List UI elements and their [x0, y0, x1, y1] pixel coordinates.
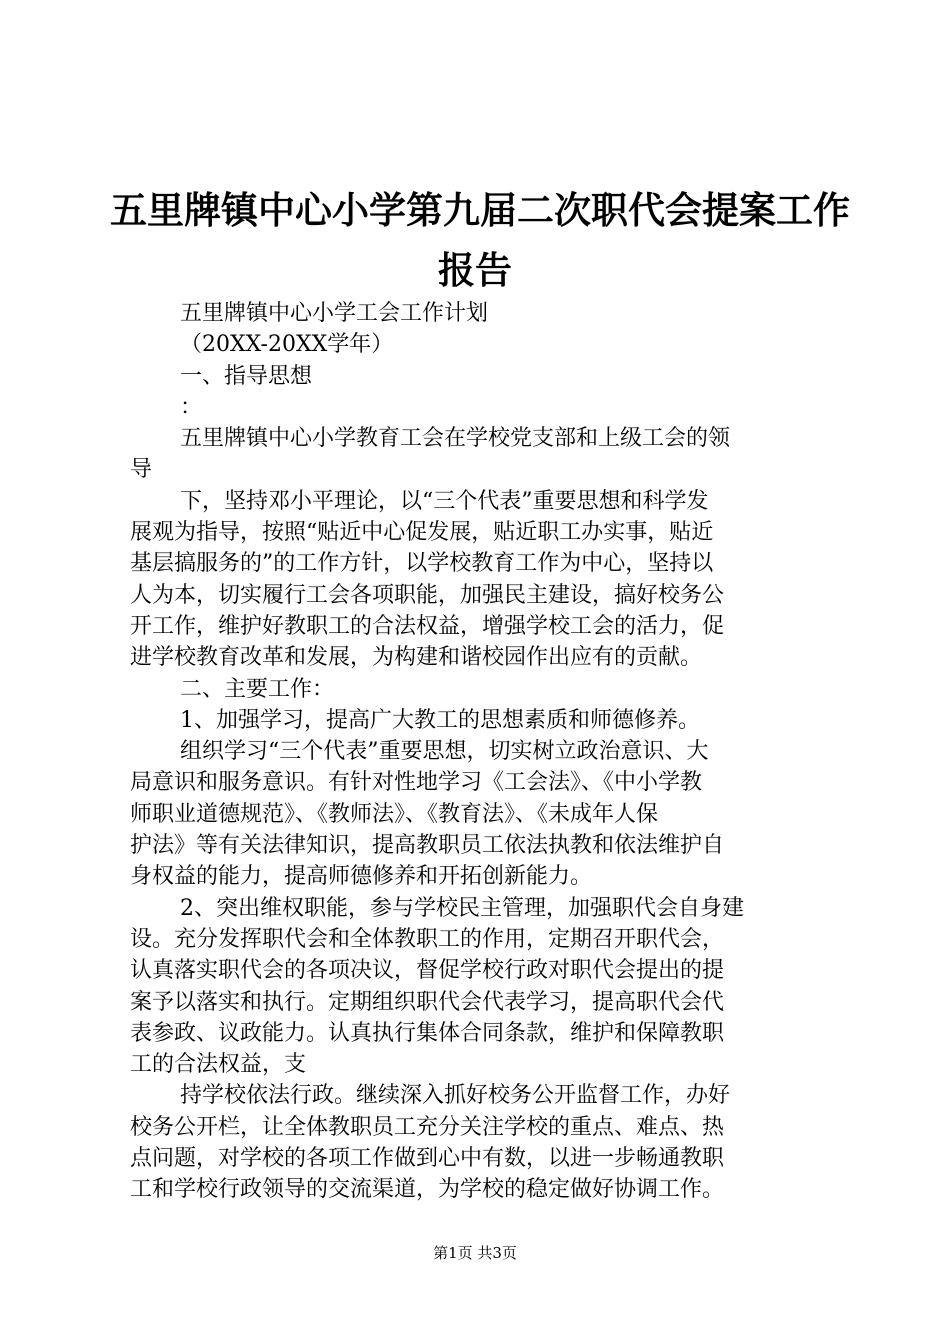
text-line: 身权益的能力，提高师德修养和开拓创新能力。: [130, 864, 593, 890]
text-line: 师职业道德规范》、《教师法》、《教育法》、《未成年人保: [130, 801, 659, 827]
document-title-line-2: 报告: [438, 249, 512, 292]
text-line: 局意识和服务意识。有针对性地学习《工会法》、《中小学教: [130, 770, 703, 796]
page-footer: 第1页 共3页: [433, 1244, 517, 1262]
text-line: 人为本，切实履行工会各项职能，加强民主建设，搞好校务公: [130, 582, 725, 608]
text-line: 组织学习“三个代表”重要思想，切实树立政治意识、大: [180, 739, 709, 765]
text-line: 导: [130, 457, 153, 483]
text-line: 校务公开栏，让全体教职员工充分关注学校的重点、难点、热: [130, 1114, 725, 1140]
text-line: 工的合法权益，支: [130, 1052, 307, 1078]
text-line: 持学校依法行政。继续深入抓好校务公开监督工作，办好: [180, 1083, 731, 1109]
text-line: 开工作，维护好教职工的合法权益，增强学校工会的活力，促: [130, 613, 725, 639]
text-line: 案予以落实和执行。定期组织职代会代表学习，提高职代会代: [130, 989, 725, 1015]
text-line: 设。充分发挥职代会和全体教职工的作用，定期召开职代会，: [130, 926, 725, 952]
text-line: 表参政、议政能力。认真执行集体合同条款，维护和保障教职: [130, 1020, 725, 1046]
text-line: 2、突出维权职能，参与学校民主管理，加强职代会自身建: [180, 895, 744, 921]
text-line: 进学校教育改革和发展，为构建和谐校园作出应有的贡献。: [130, 645, 703, 671]
section-heading: 一、指导思想: [180, 363, 313, 389]
text-line: 1、加强学习，提高广大教工的思想素质和师德修养。: [180, 707, 700, 733]
text-line: 认真落实职代会的各项决议，督促学校行政对职代会提出的提: [130, 958, 725, 984]
text-line: 基层搞服务的”的工作方针，以学校教育工作为中心，坚持以: [130, 551, 714, 577]
text-line: 五里牌镇中心小学教育工会在学校党支部和上级工会的领: [180, 426, 731, 452]
text-line: 点问题，对学校的各项工作做到心中有数，以进一步畅通教职: [130, 1146, 725, 1172]
text-line: 工和学校行政领导的交流渠道，为学校的稳定做好协调工作。: [130, 1177, 725, 1203]
section-heading: 二、主要工作：: [180, 676, 335, 702]
text-line: 展观为指导，按照“贴近中心促发展，贴近职工办实事，贴近: [130, 520, 714, 546]
text-line: （20XX-20XX学年）: [180, 332, 394, 358]
document-title-line-1: 五里牌镇中心小学第九届二次职代会提案工作: [110, 189, 850, 232]
text-line: 五里牌镇中心小学工会工作计划: [180, 301, 489, 326]
text-line: 护法》等有关法律知识，提高教职员工依法执教和依法维护自: [130, 833, 725, 859]
text-line: ：: [180, 394, 203, 420]
document-body: [130, 298, 830, 1206]
text-line: 下，坚持邓小平理论，以“三个代表”重要思想和科学发: [180, 488, 709, 514]
